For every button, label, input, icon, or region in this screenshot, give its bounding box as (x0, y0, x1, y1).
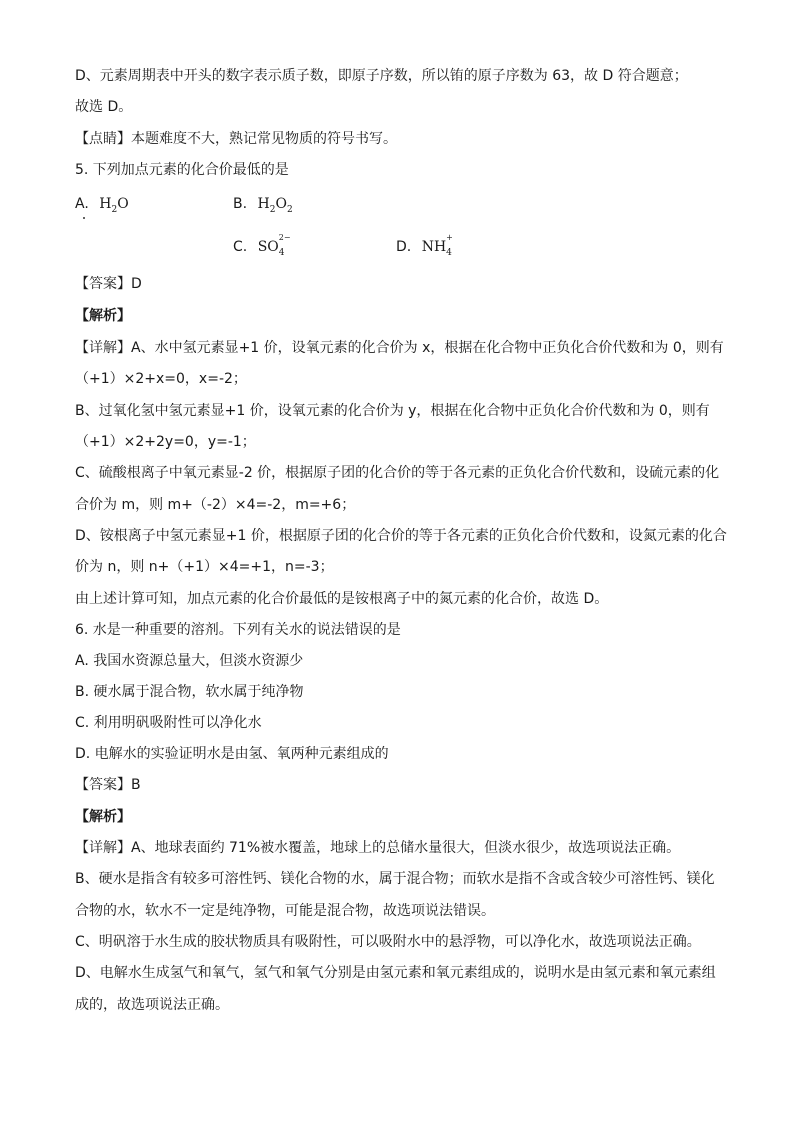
formula: NH + 4 (421, 233, 453, 258)
formula: $H_2O$ (99, 196, 129, 215)
text-line: 合物的水，软水不一定是纯净物，可能是混合物，故选项说法错误。 (75, 903, 495, 919)
option-c (233, 233, 297, 258)
text-line: （+1）×2+x=0，x=-2； (75, 371, 247, 387)
text-line: 故选 D。 (75, 99, 133, 115)
option-d (396, 233, 456, 258)
answer-label: 【答案】B (75, 777, 141, 793)
formula: SO 2− 4 (257, 233, 291, 258)
option-label: A. (75, 196, 89, 212)
text-line: C、明矾溶于水生成的胶状物质具有吸附性，可以吸附水中的悬浮物，可以净化水，故选项说法正确。 (75, 934, 701, 950)
option-label: D. (396, 239, 412, 255)
option-b (233, 194, 293, 220)
text-line: 价为 n，则 n+（+1）×4=+1，n=-3； (75, 559, 334, 575)
text-line: B、过氧化氢中氢元素显+1 价，设氧元素的化合价为 y，根据在化合物中正负化合价代数和为 0，则有 (75, 403, 710, 419)
answer-label: 【答案】D (75, 276, 142, 292)
question-6-stem: 6. 水是一种重要的溶剂。下列有关水的说法错误的是 (75, 622, 401, 638)
text-line: D、铵根离子中氢元素显+1 价，根据原子团的化合价的等于各元素的正负化合价代数和，设氮元素的化合 (75, 528, 727, 544)
text-line: 【点睛】本题难度不大，熟记常见物质的符号书写。 (75, 131, 397, 147)
option-a: A. 我国水资源总量大，但淡水资源少 (75, 653, 304, 669)
option-label: B. (233, 196, 248, 212)
text-line: 成的，故选项说法正确。 (75, 997, 229, 1013)
option-d: D. 电解水的实验证明水是由氢、氧两种元素组成的 (75, 746, 389, 762)
analysis-heading: 【解析】 (75, 308, 131, 324)
text-line: 由上述计算可知，加点元素的化合价最低的是铵根离子中的氮元素的化合价，故选 D。 (75, 591, 609, 607)
text-line: B、硬水是指含有较多可溶性钙、镁化合物的水，属于混合物；而软水是指不含或含较少可溶性钙、镁化 (75, 871, 715, 887)
emphasis-dot (83, 217, 85, 219)
text-line: 【详解】A、地球表面约 71%被水覆盖，地球上的总储水量很大，但淡水很少，故选项说法正确。 (75, 840, 681, 856)
text-line: （+1）×2+2y=0，y=-1； (75, 434, 256, 450)
text-line: 【详解】A、水中氢元素显+1 价，设氧元素的化合价为 x，根据在化合物中正负化合价代数和为 0，则有 (75, 340, 724, 356)
option-b: B. 硬水属于混合物，软水属于纯净物 (75, 684, 304, 700)
option-c: C. 利用明矾吸附性可以净化水 (75, 715, 262, 731)
analysis-heading: 【解析】 (75, 809, 131, 825)
option-label: C. (233, 239, 248, 255)
text-line: 合价为 m，则 m+（-2）×4=-2，m=+6； (75, 497, 356, 513)
text-line: D、元素周期表中开头的数字表示质子数，即原子序数，所以铕的原子序数为 63，故 D 符合题意； (75, 68, 688, 84)
text-line: C、硫酸根离子中氧元素显-2 价，根据原子团的化合价的等于各元素的正负化合价代数和，设硫元素的化 (75, 465, 720, 481)
question-5-stem: 5. 下列加点元素的化合价最低的是 (75, 162, 289, 178)
formula: $H_2O_2$ (257, 196, 293, 215)
text-line: D、电解水生成氢气和氧气，氢气和氧气分别是由氢元素和氧元素组成的，说明水是由氢元素和氧元素组 (75, 965, 716, 981)
